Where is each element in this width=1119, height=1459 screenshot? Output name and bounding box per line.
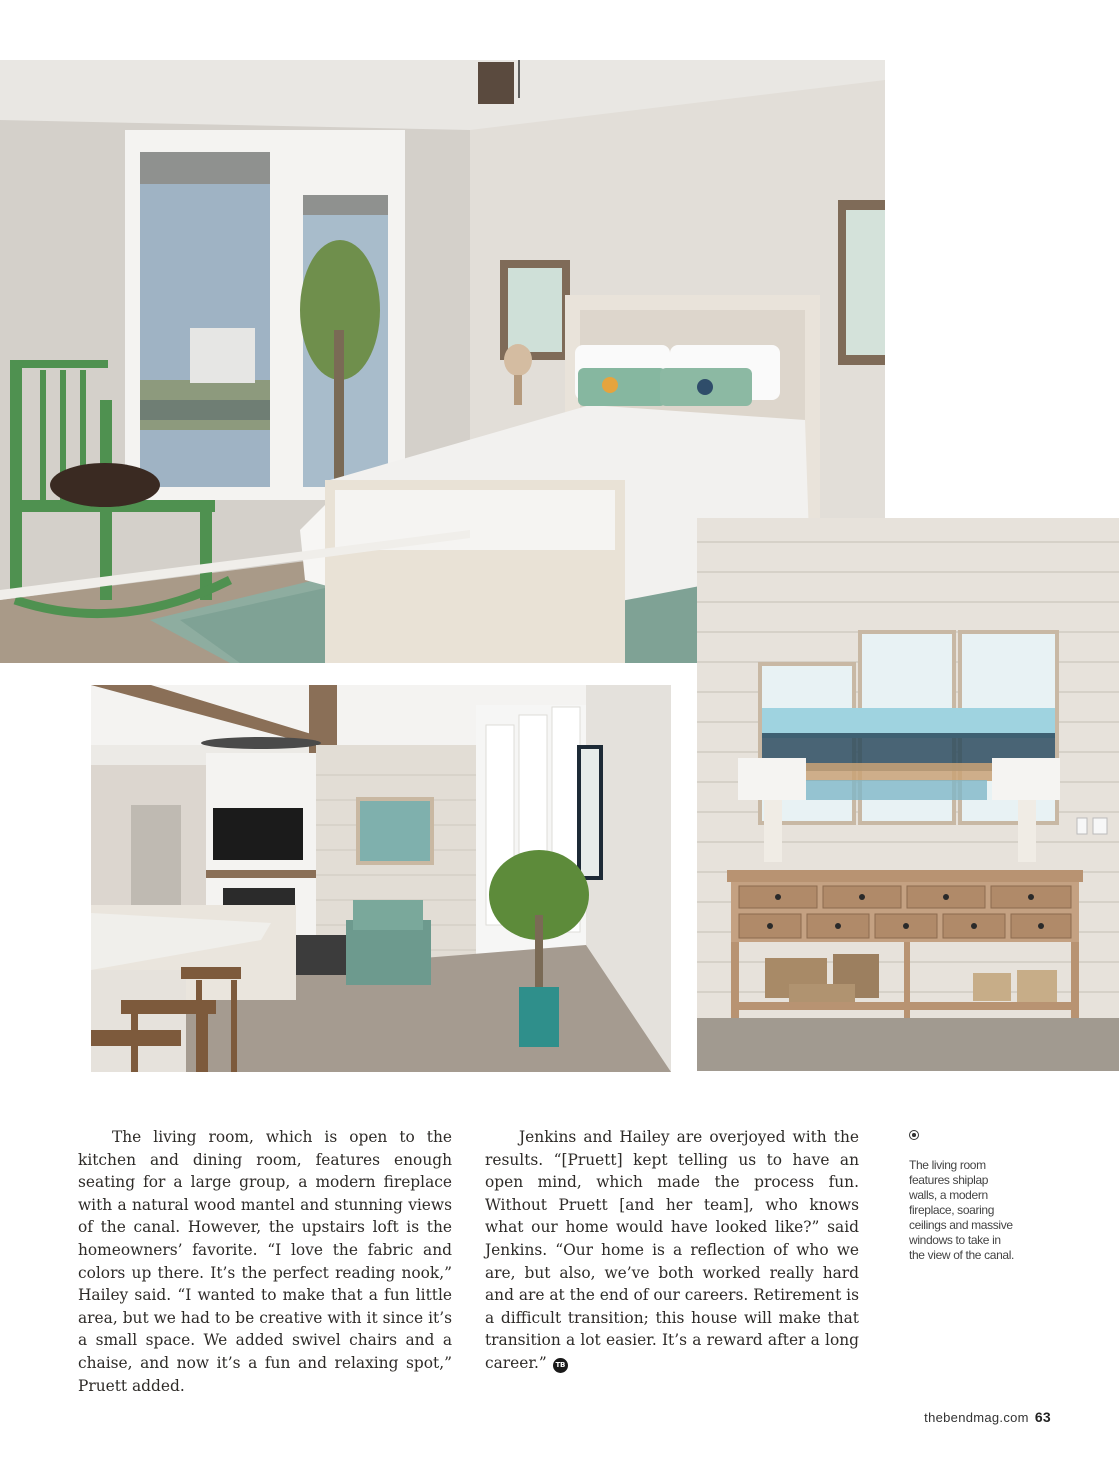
article-paragraph-2-text: Jenkins and Hailey are overjoyed with the results. “[Pruett] kept telling us to have an open mind, which made the process fun. Without Pruett [and her team], who knows what our home would have looked like?” said Jenkins. “Our home is a reflection of who we are, but also, we’ve both worked really hard and are at the end of our careers. Retirement is a difficult transition; this house will make that transition a lot easier. It’s a reward after a long career.” [485, 1128, 859, 1372]
target-bullet-icon [909, 1130, 919, 1140]
article-paragraph-2 [485, 1126, 859, 1375]
tb-logo-icon: TB [553, 1358, 568, 1373]
article-column-2 [485, 1126, 859, 1375]
console-table-photo [697, 518, 1119, 1071]
photo-caption: The living room features shiplap walls, a modern fireplace, soaring ceilings and massive windows to take in the view of the canal. [909, 1158, 1015, 1262]
page-footer [924, 1409, 1051, 1425]
living-room-photo [91, 685, 671, 1072]
article-column-1 [78, 1126, 452, 1397]
article-paragraph-1: The living room, which is open to the kitchen and dining room, features enough seating for a large group, a modern fireplace with a natural wood mantel and stunning views of the canal. However, the upstairs loft is the homeowners’ favorite. “I love the fabric and colors up there. It’s the perfect reading nook,” Hailey said. “I wanted to make that a fun little area, but we had to be creative with it since it’s a small space. We added swivel chairs and a chaise, and now it’s a fun and relaxing spot,” Pruett added. [78, 1128, 452, 1395]
page-number: 63 [1034, 1409, 1051, 1425]
footer-site[interactable]: thebendmag.com [924, 1410, 1029, 1425]
